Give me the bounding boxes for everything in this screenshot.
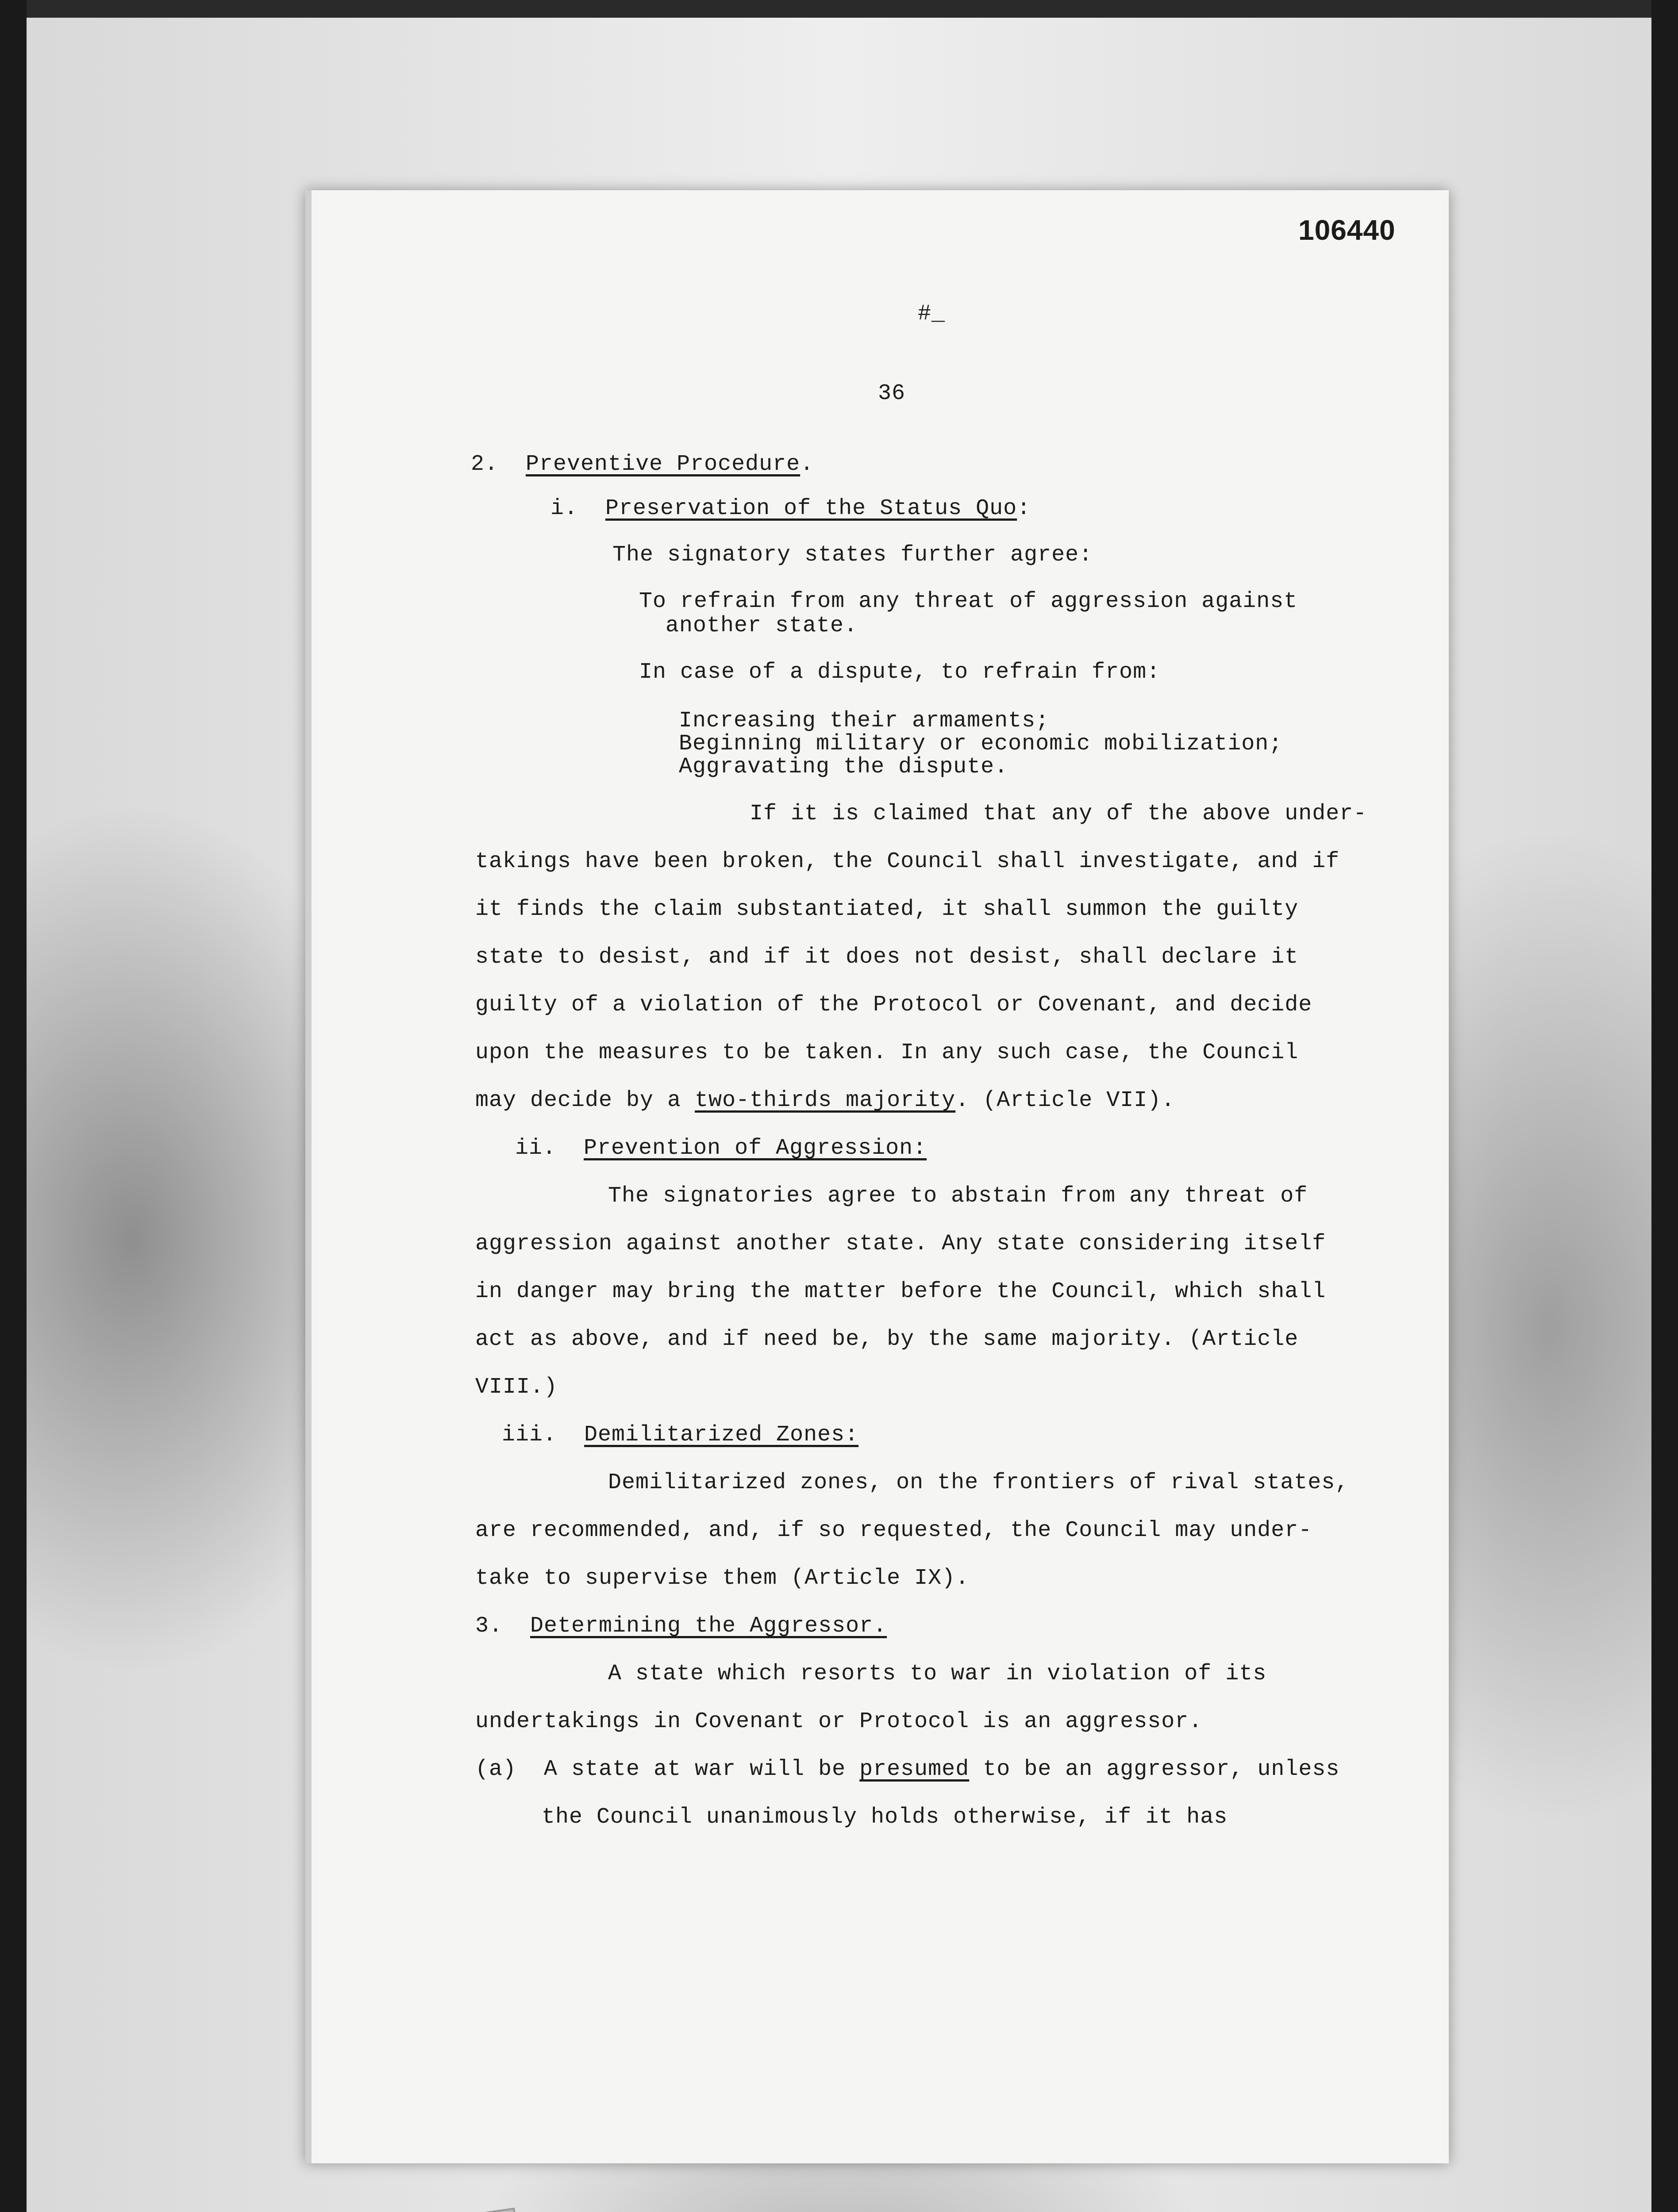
- paragraph-line: are recommended, and, if so requested, the Council may under-: [475, 1518, 1312, 1543]
- paragraph-line: takings have been broken, the Council shall investigate, and if: [475, 849, 1340, 874]
- text-run: to be an aggressor, unless: [983, 1757, 1340, 1782]
- refrain-line-1: To refrain from any threat of aggression against: [639, 589, 1298, 614]
- paragraph-line: undertakings in Covenant or Protocol is an aggressor.: [475, 1709, 1203, 1734]
- paragraph-line: upon the measures to be taken. In any such case, the Council: [475, 1040, 1299, 1065]
- section-title: Preventive Procedure: [526, 452, 801, 477]
- section-3-heading: [475, 1613, 887, 1640]
- text-run: may decide by a: [475, 1088, 681, 1113]
- list-item: Beginning military or economic mobilization;: [679, 731, 1283, 757]
- section-title: Determining the Aggressor.: [530, 1613, 887, 1639]
- subsection-title: Demilitarized Zones:: [584, 1422, 859, 1448]
- dispute-line: In case of a dispute, to refrain from:: [639, 660, 1161, 685]
- subsection-i-heading: [550, 495, 1031, 522]
- emphasis-text: presumed: [859, 1757, 970, 1782]
- subsection-ii-heading: [515, 1135, 927, 1162]
- paragraph-line: VIII.): [475, 1375, 558, 1400]
- text-run: A state at war will be: [544, 1757, 846, 1782]
- paragraph-line: aggression against another state. Any state considering itself: [475, 1231, 1326, 1256]
- paragraph-line: guilty of a violation of the Protocol or Covenant, and decide: [475, 992, 1312, 1018]
- item-a: [475, 1756, 1339, 1783]
- page-number: 36: [878, 381, 906, 406]
- agree-line: The signatory states further agree:: [612, 542, 1093, 568]
- page-mark: #_: [918, 301, 946, 326]
- paragraph-line: Demilitarized zones, on the frontiers of rival states,: [608, 1470, 1349, 1495]
- emphasis-text: two-thirds majority: [695, 1088, 956, 1113]
- paragraph-line: state to desist, and if it does not desist, shall declare it: [475, 945, 1299, 970]
- refrain-line-2: another state.: [666, 613, 858, 638]
- film-border-left: [0, 0, 27, 2212]
- paragraph-line: The signatories agree to abstain from any threat of: [608, 1183, 1308, 1209]
- document-number-stamp: 106440: [1298, 214, 1396, 246]
- paragraph-line: act as above, and if need be, by the same majority. (Article: [475, 1327, 1299, 1352]
- paragraph-line: in danger may bring the matter before the Council, which shall: [475, 1279, 1326, 1304]
- film-border-right: [1651, 0, 1678, 2212]
- paragraph-line: take to supervise them (Article IX).: [475, 1566, 970, 1591]
- subsection-title: Prevention of Aggression:: [584, 1136, 927, 1161]
- subsection-number: ii.: [515, 1136, 557, 1161]
- item-label: (a): [475, 1757, 517, 1782]
- paragraph-line: it finds the claim substantiated, it shall summon the guilty: [475, 897, 1299, 922]
- list-item: Aggravating the dispute.: [679, 754, 1008, 780]
- paragraph-line: If it is claimed that any of the above under-: [750, 801, 1367, 826]
- film-border-top: [0, 0, 1678, 18]
- text-run: . (Article VII).: [955, 1088, 1175, 1113]
- punctuation: .: [800, 452, 814, 477]
- tape-left: [380, 2208, 535, 2212]
- subsection-iii-heading: [502, 1422, 858, 1448]
- document-page: [305, 190, 1449, 2163]
- punctuation: :: [1017, 496, 1031, 521]
- section-2-heading: [471, 451, 814, 478]
- subsection-number: i.: [550, 496, 578, 521]
- section-number: 2.: [471, 452, 499, 477]
- paragraph-line: A state which resorts to war in violation of its: [608, 1661, 1267, 1686]
- list-item: Increasing their armaments;: [679, 708, 1050, 733]
- paragraph-line: the Council unanimously holds otherwise, if it has: [542, 1805, 1228, 1830]
- section-number: 3.: [475, 1613, 503, 1639]
- paragraph-line: [475, 1087, 1175, 1114]
- subsection-title: Preservation of the Status Quo: [605, 496, 1017, 521]
- subsection-number: iii.: [502, 1422, 557, 1448]
